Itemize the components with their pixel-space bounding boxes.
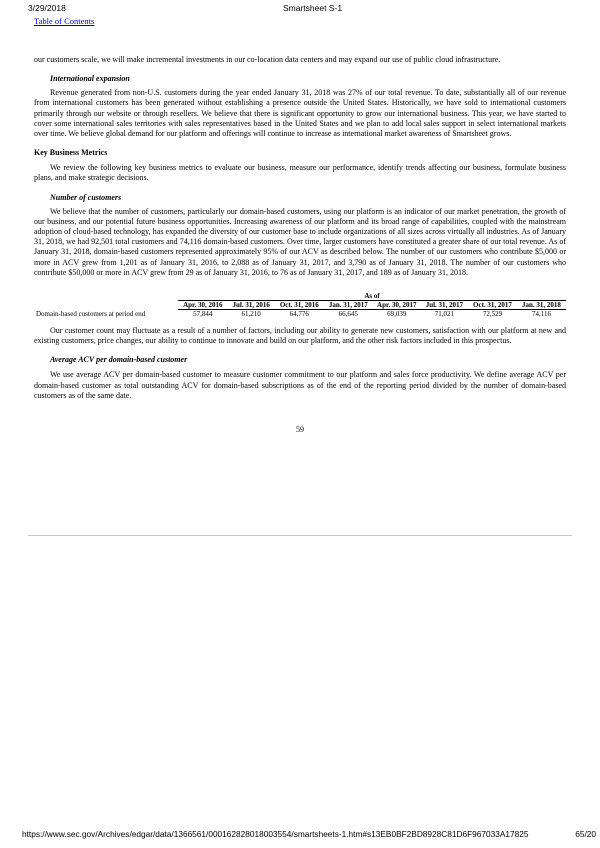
- column-header: Jan. 31, 2017: [324, 301, 373, 310]
- average-acv-heading: Average ACV per domain-based customer: [50, 355, 188, 365]
- column-header: Jul. 31, 2017: [421, 301, 468, 310]
- page-separator: [28, 535, 572, 536]
- number-of-customers-paragraph: We believe that the number of customers, particularly our domain-based customers, using our platform is an indicator of our market penetration, the growth of our business, and our potential future business opportunities. Increasing awareness of our platform and its broad range of capabilities, coupled with the mainstream adoption of cloud-based technology, has expanded the diversity of our customer base to include organizations of all sizes across virtually all industries. As of January 31, 2018, we had 92,501 total customers and 74,116 domain-based customers. Over time, larger customers have constituted a greater share of our total revenue. As of January 31, 2018, domain-based customers represented approximately 95% of our ACV as described below. The number of our customers who contribute $5,000 or more in ACV grew from 1,201 as of January 31, 2016, to 2,088 as of January 31, 2017, and 3,790 as of January 31, 2018. The number of our customers who contribute $50,000 or more in ACV grew from 29 as of January 31, 2016, to 76 as of January 31, 2017, and 189 as of January 31, 2018.: [34, 206, 566, 277]
- intro-paragraph: our customers scale, we will make incremental investments in our co-location data centers and may expand our use of public cloud infrastructure.: [34, 55, 501, 64]
- international-expansion-heading: International expansion: [50, 74, 130, 84]
- table-cell: 72,529: [482, 310, 503, 319]
- customer-count-fluctuation-paragraph: Our customer count may fluctuate as a result of a number of factors, including our ability to generate new customers, satisfaction with our platform at new and existing customers, price changes, our ability to continue to innovate and build on our platform, and the other risk factors included in this prospectus.: [34, 326, 566, 346]
- column-header: Apr. 30, 2016: [178, 301, 228, 310]
- table-cell: 66,645: [338, 310, 358, 319]
- column-header: Oct. 31, 2016: [275, 301, 324, 310]
- key-business-metrics-heading: Key Business Metrics: [34, 148, 108, 158]
- table-row: [34, 310, 566, 319]
- as-of-header: As of: [178, 292, 566, 301]
- table-of-contents-link[interactable]: Table of Contents: [34, 16, 95, 26]
- row-label: Domain-based customers at period end: [36, 310, 146, 319]
- footer-url: https://www.sec.gov/Archives/edgar/data/1366561/000162828018003554/smartsheets-1.htm#s13EB0BF2BD8928C81D6F967033A17825: [22, 829, 529, 839]
- table-cell: 61,210: [241, 310, 261, 319]
- page-number: 59: [296, 425, 304, 435]
- page-content: [34, 55, 566, 434]
- table-cell: 69,039: [387, 310, 407, 319]
- key-business-metrics-paragraph: We review the following key business metrics to evaluate our business, measure our performance, identify trends affecting our business, formulate business plans, and make strategic decisions.: [34, 163, 566, 183]
- average-acv-paragraph: We use average ACV per domain-based customer to measure customer commitment to our platform and sales force productivity. We define average ACV per domain-based customer as total outstanding ACV for domain-based subscriptions as of the end of the reporting period divided by the number of domain-based customers as of the same date.: [34, 370, 566, 400]
- table-cell: 57,844: [193, 310, 213, 319]
- document-title: Smartsheet S-1: [283, 3, 343, 13]
- table-cell: 64,776: [289, 310, 309, 319]
- column-header: Jan. 31, 2018: [517, 301, 566, 310]
- international-expansion-paragraph: Revenue generated from non-U.S. customers during the year ended January 31, 2018 was 27% of our total revenue. To date, substantially all of our revenue from international customers has been generated without establishing a presence outside the United States. Historically, we have sold to international customers primarily through our website or through resellers. We believe that there is significant opportunity to grow our international business. This year, we have started to cover some international sales territories with sales representatives based in the United States and we plan to add local sales support in select international markets over time. We believe global demand for our platform and offerings will continue to increase as international market awareness of Smartsheet grows.: [34, 88, 566, 139]
- table-cell: 74,116: [531, 310, 551, 319]
- column-header: Jul. 31, 2016: [228, 301, 275, 310]
- domain-customers-table: [34, 292, 566, 318]
- footer-page-count: 65/20: [575, 829, 596, 839]
- table-cell: 71,021: [434, 310, 454, 319]
- number-of-customers-heading: Number of customers: [50, 192, 122, 202]
- column-header: Apr. 30, 2017: [373, 301, 421, 310]
- table-header-row: [34, 301, 566, 310]
- print-date: 3/29/2018: [28, 3, 66, 13]
- column-header: Oct. 31, 2017: [468, 301, 517, 310]
